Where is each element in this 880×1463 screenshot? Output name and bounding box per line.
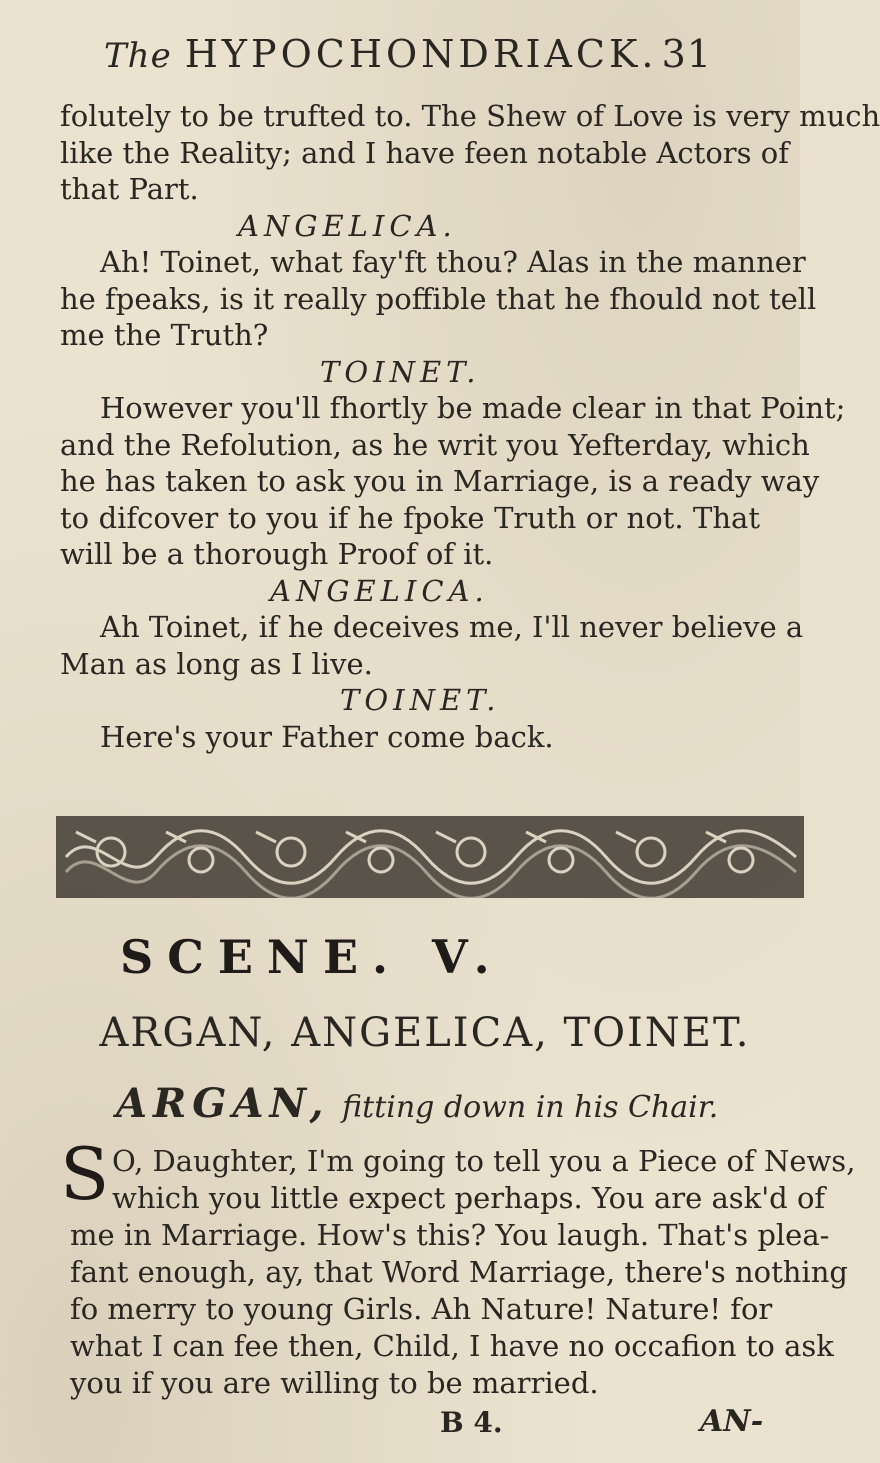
dialogue-block-top [60,98,880,755]
text-line: Man as long as I live. [60,646,373,681]
text-line: O, Daughter, I'm going to tell you a Piece of News, [112,1144,856,1178]
speaker-angelica: ANGELICA. [238,208,457,243]
drop-cap: S [60,1132,110,1216]
signature-mark: B 4. [440,1406,503,1439]
text-line: me the Truth? [60,318,269,352]
text-line: he has taken to ask you in Marriage, is a ready way [60,464,820,498]
text-line: Here's your Father come back. [100,719,554,754]
speaker-toinet: TOINET. [340,683,501,717]
text-line: Ah Toinet, if he deceives me, I'll never believe a [100,610,804,644]
catchword: AN- [700,1404,764,1439]
text-line: fo merry to young Girls. Ah Nature! Nature! for [70,1292,773,1326]
decorative-ornament-band [56,812,804,902]
text-line: like the Reality; and I have feen notable Actors of [60,135,789,170]
speaker-angelica: ANGELICA. [270,573,489,608]
text-line: will be a thorough Proof of it. [60,537,494,571]
text-line: However you'll fhortly be made clear in that Point; [100,391,846,425]
text-line: he fpeaks, is it really poffible that he fhould not tell [60,281,817,316]
argan-speech [60,1143,856,1402]
text-line: fant enough, ay, that Word Marriage, there's nothing [70,1255,848,1289]
text-line: that Part. [60,172,199,206]
dramatis-personae-line: ARGAN, ANGELICA, TOINET. [99,1010,751,1056]
text-line: to difcover to you if he fpoke Truth or not. That [60,500,760,535]
header-the: The [104,36,172,76]
scene-heading: SCENE. V. [120,930,504,984]
text-line: me in Marriage. How's this? You laugh. That's plea- [70,1218,830,1252]
speaker-toinet: TOINET. [320,354,481,389]
text-line: what I can fee then, Child, I have no occafion to ask [70,1329,834,1363]
text-line: Ah! Toinet, what fay'ft thou? Alas in the manner [100,245,806,279]
text-line: you if you are willing to be married. [70,1366,599,1400]
stage-direction-name: ARGAN, [116,1080,330,1127]
text-line: and the Refolution, as he writ you Yefterday, which [60,427,810,462]
running-header [104,32,740,84]
page-number: 31 [661,32,712,76]
text-line: folutely to be trufted to. The Shew of Love is very much [60,99,880,133]
stage-direction-text: fitting down in his Chair. [342,1090,719,1125]
text-line: which you little expect perhaps. You are ask'd of [112,1181,826,1215]
header-title: HYPOCHONDRIACK. [184,32,658,76]
stage-direction [116,1080,756,1127]
